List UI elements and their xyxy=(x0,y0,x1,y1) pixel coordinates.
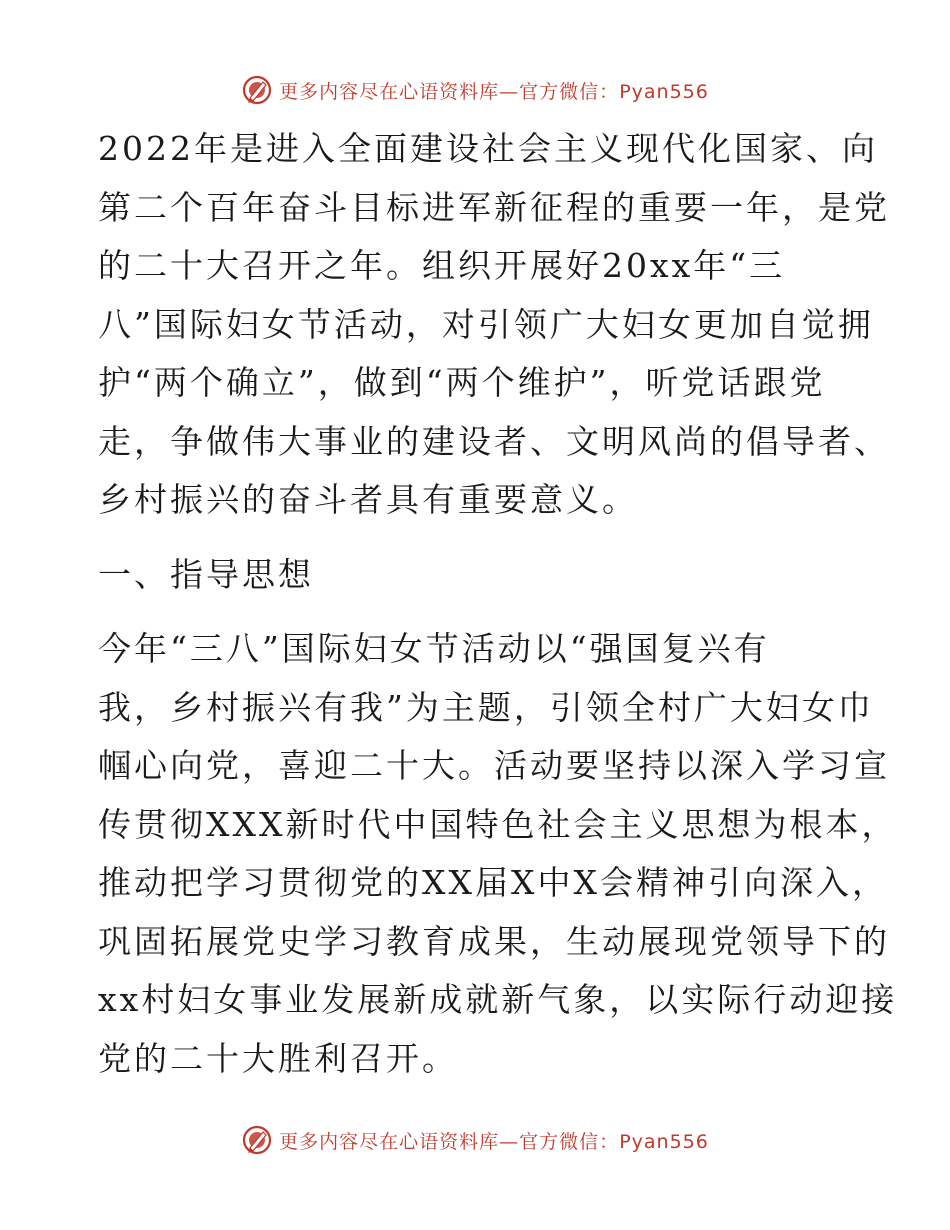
text-line: 党的二十大胜利召开。 xyxy=(98,1038,458,1078)
watermark-separator: — xyxy=(499,1130,520,1153)
text-line: 我，乡村振兴有我”为主题，引领全村广大妇女巾 xyxy=(98,687,874,727)
guiding-thought-paragraph xyxy=(98,620,898,1088)
text-line: 传贯彻XXX新时代中国特色社会主义思想为根本， xyxy=(98,804,898,844)
text-line: 护“两个确立”，做到“两个维护”，听党话跟党 xyxy=(98,363,826,402)
watermark-contact-label: 官方微信： xyxy=(519,1130,620,1153)
watermark-contact-label: 官方微信： xyxy=(519,80,620,103)
watermark-text xyxy=(279,1127,709,1154)
text-line: 的二十大召开之年。组织开展好20xx年“三 xyxy=(98,246,786,285)
pen-seal-logo-icon xyxy=(241,74,273,106)
text-line: 帼心向党，喜迎二十大。活动要坚持以深入学习宣 xyxy=(98,746,890,785)
text-line: 八”国际妇女节活动，对引领广大妇女更加自觉拥 xyxy=(98,304,874,344)
watermark-site: 更多内容尽在心语资料库 xyxy=(279,80,500,103)
watermark-text xyxy=(279,77,709,104)
header-watermark xyxy=(0,70,950,110)
text-line: 推动把学习贯彻党的XX届X中X会精神引向深入， xyxy=(98,863,888,902)
text-line: 走，争做伟大事业的建设者、文明风尚的倡导者、 xyxy=(98,421,890,461)
watermark-handle: Pyan556 xyxy=(619,1130,709,1153)
text-line: 乡村振兴的奋斗者具有重要意义。 xyxy=(98,480,638,519)
text-line: 今年“三八”国际妇女节活动以“强国复兴有 xyxy=(98,629,770,668)
footer-watermark xyxy=(0,1120,950,1160)
section-heading: 一、指导思想 xyxy=(98,554,314,594)
text-line: 第二个百年奋斗目标进军新征程的重要一年，是党 xyxy=(98,187,890,227)
text-line: 2022年是进入全面建设社会主义现代化国家、向 xyxy=(98,129,878,168)
watermark-site: 更多内容尽在心语资料库 xyxy=(279,1130,500,1153)
intro-paragraph xyxy=(98,120,890,530)
document-body xyxy=(98,120,898,1088)
watermark-separator: — xyxy=(499,80,520,103)
watermark-handle: Pyan556 xyxy=(619,80,709,103)
text-line: 巩固拓展党史学习教育成果，生动展现党领导下的 xyxy=(98,921,890,961)
text-line: xx村妇女事业发展新成就新气象，以实际行动迎接 xyxy=(98,980,898,1019)
pen-seal-logo-icon xyxy=(241,1124,273,1156)
